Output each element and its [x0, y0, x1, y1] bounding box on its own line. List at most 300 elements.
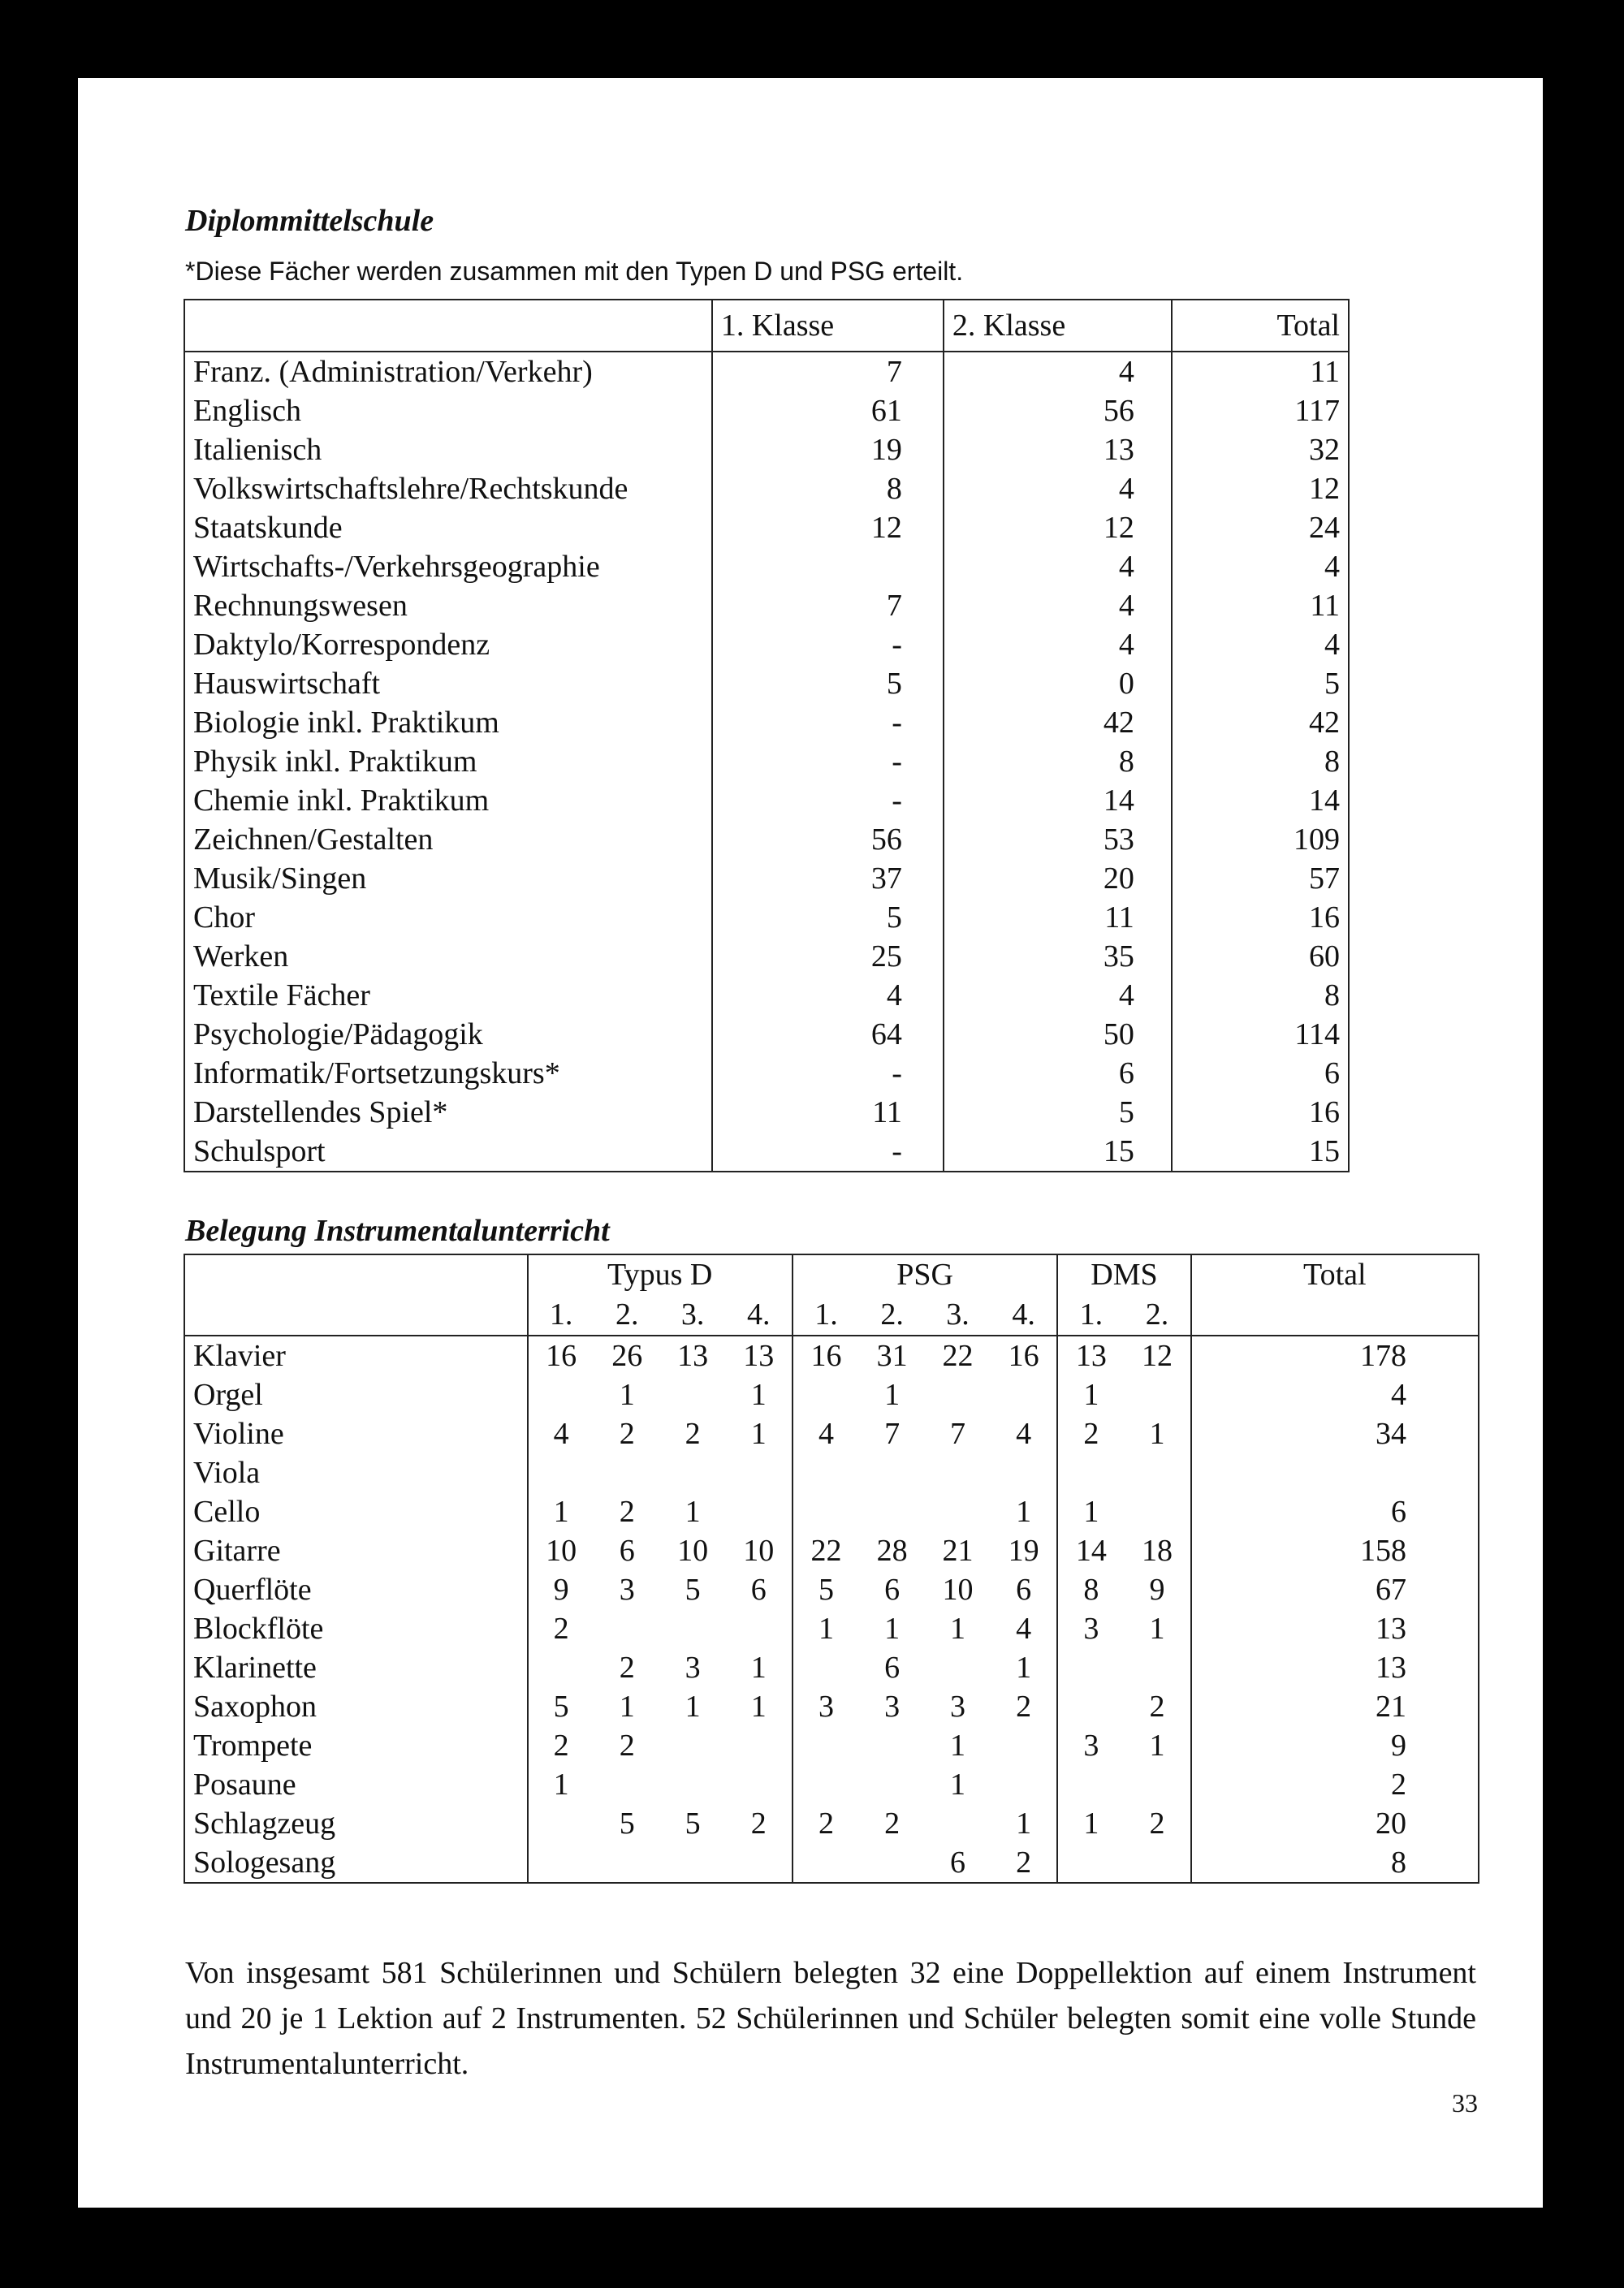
- instrument-name: Klavier: [184, 1336, 528, 1375]
- table-row: [184, 547, 1349, 586]
- table-cell: 2: [793, 1804, 859, 1843]
- table-cell: [528, 1375, 594, 1414]
- total-cell: 2: [1191, 1765, 1479, 1804]
- table-cell: 4: [1172, 625, 1349, 664]
- table-header-row: [184, 300, 1349, 352]
- table-cell: 1: [793, 1609, 859, 1648]
- table-row: [184, 1453, 1479, 1492]
- subject-name: Informatik/Fortsetzungskurs*: [184, 1054, 712, 1093]
- table-cell: 5: [944, 1093, 1172, 1132]
- table-cell: [660, 1453, 726, 1492]
- table-cell: [660, 1765, 726, 1804]
- table-cell: [925, 1648, 991, 1687]
- table-row: [184, 1843, 1479, 1883]
- table-cell: 24: [1172, 508, 1349, 547]
- table-cell: 6: [944, 1054, 1172, 1093]
- table-row: [184, 1804, 1479, 1843]
- table-cell: 11: [1172, 586, 1349, 625]
- table-cell: 2: [884, 1807, 901, 1841]
- table-cell: 2: [1057, 1414, 1124, 1453]
- instrument-name: Trompete: [184, 1726, 528, 1765]
- table-cell: 12: [712, 508, 944, 547]
- table-cell: 1: [1149, 1612, 1165, 1646]
- table-row: [184, 1414, 1479, 1453]
- sub-header: 3.: [925, 1294, 991, 1336]
- sub-header: 2.: [594, 1294, 660, 1336]
- sub-header: 1.: [528, 1294, 594, 1336]
- table-cell: 2: [1149, 1690, 1165, 1724]
- table-cell: 13: [677, 1339, 709, 1373]
- table-cell: 42: [1172, 703, 1349, 742]
- table-cell: 2: [685, 1417, 701, 1451]
- table-cell: 1: [528, 1492, 594, 1531]
- table-cell: 1: [750, 1378, 767, 1412]
- table-cell: 3: [793, 1687, 859, 1726]
- table-row: [184, 703, 1349, 742]
- table-cell: 4: [793, 1414, 859, 1453]
- subject-name: Staatskunde: [184, 508, 712, 547]
- table-cell: 31: [876, 1339, 908, 1373]
- table-cell: 13: [944, 430, 1172, 469]
- table-cell: 4: [1016, 1417, 1032, 1451]
- table-cell: 28: [876, 1534, 908, 1568]
- table-cell: 3: [685, 1651, 701, 1685]
- table-row: [184, 1687, 1479, 1726]
- subject-name: Wirtschafts-/Verkehrsgeographie: [184, 547, 712, 586]
- table-cell: [726, 1843, 793, 1883]
- table-cell: [1057, 1765, 1124, 1804]
- table-cell: [859, 1843, 925, 1883]
- sub-header: 1.: [1057, 1294, 1124, 1336]
- table-cell: [1124, 1492, 1190, 1531]
- table-cell: 114: [1172, 1015, 1349, 1054]
- table-cell: [925, 1453, 991, 1492]
- table-cell: [660, 1609, 726, 1648]
- sub-header: 4.: [726, 1294, 793, 1336]
- table-cell: 15: [944, 1132, 1172, 1172]
- instrument-name: Blockflöte: [184, 1609, 528, 1648]
- table-cell: 32: [1172, 430, 1349, 469]
- table-cell: [1124, 1843, 1190, 1883]
- table-cell: 4: [1172, 547, 1349, 586]
- table-cell: 26: [611, 1339, 643, 1373]
- table-cell: 5: [793, 1570, 859, 1609]
- table-cell: [793, 1648, 859, 1687]
- table-cell: 16: [1172, 1093, 1349, 1132]
- table-cell: 16: [793, 1336, 859, 1375]
- table-cell: [1057, 1453, 1124, 1492]
- table-row: [184, 469, 1349, 508]
- table-cell: 10: [528, 1531, 594, 1570]
- table-cell: 57: [1172, 859, 1349, 898]
- table-cell: 2: [528, 1726, 594, 1765]
- table-cell: [991, 1726, 1057, 1765]
- table-cell: [528, 1453, 594, 1492]
- table-row: [184, 859, 1349, 898]
- table-cell: 9: [528, 1570, 594, 1609]
- table-cell: -: [712, 781, 944, 820]
- subject-name: Chor: [184, 898, 712, 937]
- table-cell: -: [712, 742, 944, 781]
- table-cell: 8: [1172, 742, 1349, 781]
- table-row: [184, 781, 1349, 820]
- table-cell: 4: [944, 586, 1172, 625]
- table-cell: 5: [712, 898, 944, 937]
- table-row: [184, 586, 1349, 625]
- sub-header: 3.: [660, 1294, 726, 1336]
- table-cell: 1: [528, 1765, 594, 1804]
- table-cell: [1057, 1648, 1124, 1687]
- total-cell: 34: [1191, 1414, 1479, 1453]
- table-cell: 9: [1149, 1573, 1165, 1607]
- subject-name: Hauswirtschaft: [184, 664, 712, 703]
- table-cell: 7: [712, 586, 944, 625]
- table-cell: 5: [712, 664, 944, 703]
- table-cell: 22: [793, 1531, 859, 1570]
- table-row: [184, 898, 1349, 937]
- table-row: [184, 1648, 1479, 1687]
- table-cell: 1: [685, 1690, 701, 1724]
- table-cell: 6: [1172, 1054, 1349, 1093]
- column-header: Total: [1172, 300, 1349, 352]
- table-cell: 117: [1172, 391, 1349, 430]
- instrument-name: Orgel: [184, 1375, 528, 1414]
- table-cell: 4: [1016, 1612, 1032, 1646]
- table-cell: 6: [925, 1843, 991, 1883]
- table-cell: 11: [944, 898, 1172, 937]
- total-cell: 158: [1191, 1531, 1479, 1570]
- footnote: *Diese Fächer werden zusammen mit den Typen D und PSG erteilt.: [185, 257, 964, 286]
- sub-header: 1.: [793, 1294, 859, 1336]
- table-cell: 2: [619, 1729, 635, 1763]
- instrument-name: Gitarre: [184, 1531, 528, 1570]
- table-cell: 12: [944, 508, 1172, 547]
- table-cell: [1124, 1453, 1190, 1492]
- total-cell: 21: [1191, 1687, 1479, 1726]
- group-header: PSG: [793, 1254, 1057, 1294]
- table-cell: 18: [1142, 1534, 1173, 1568]
- table-cell: 11: [1172, 352, 1349, 391]
- table-cell: -: [712, 1132, 944, 1172]
- table-cell: [859, 1726, 925, 1765]
- table-cell: [528, 1648, 594, 1687]
- total-cell: 13: [1191, 1648, 1479, 1687]
- table-cell: 6: [1016, 1573, 1032, 1607]
- subject-name: Textile Fächer: [184, 976, 712, 1015]
- table-row: [184, 1570, 1479, 1609]
- table-cell: 1: [950, 1729, 966, 1763]
- table-row: [184, 1609, 1479, 1648]
- table-cell: [660, 1375, 726, 1414]
- table-cell: [1124, 1648, 1190, 1687]
- table-cell: 1: [1149, 1417, 1165, 1451]
- table-cell: [991, 1453, 1057, 1492]
- table-cell: [1057, 1687, 1124, 1726]
- table-cell: 16: [1008, 1339, 1039, 1373]
- table-cell: [528, 1804, 594, 1843]
- table-cell: [594, 1765, 660, 1804]
- instrument-name: Klarinette: [184, 1648, 528, 1687]
- table-cell: -: [712, 1054, 944, 1093]
- table-cell: [793, 1726, 859, 1765]
- table-cell: 21: [942, 1534, 974, 1568]
- table-cell: 16: [528, 1336, 594, 1375]
- summary-paragraph: Von insgesamt 581 Schülerinnen und Schülern belegten 32 eine Doppellektion auf einem Instrument und 20 je 1 Lektion auf 2 Instrumenten. 52 Schülerinnen und Schüler belegten somit eine volle Stunde Instrumentalunterricht.: [185, 1956, 1476, 2081]
- table-cell: -: [712, 703, 944, 742]
- table-cell: [1057, 1843, 1124, 1883]
- table-cell: 8: [1172, 976, 1349, 1015]
- subject-name: Psychologie/Pädagogik: [184, 1015, 712, 1054]
- table-cell: 1: [685, 1495, 701, 1529]
- table-cell: 1: [884, 1612, 901, 1646]
- subject-name: Musik/Singen: [184, 859, 712, 898]
- instrument-name: Schlagzeug: [184, 1804, 528, 1843]
- table-cell: [726, 1492, 793, 1531]
- subject-name: Zeichnen/Gestalten: [184, 820, 712, 859]
- table-cell: [660, 1726, 726, 1765]
- table-cell: 10: [743, 1534, 775, 1568]
- table-row: [184, 430, 1349, 469]
- table-cell: [726, 1726, 793, 1765]
- table-cell: 3: [884, 1690, 901, 1724]
- column-header: [184, 300, 712, 352]
- table-cell: [859, 1492, 925, 1531]
- table-cell: 37: [712, 859, 944, 898]
- column-header: 1. Klasse: [712, 300, 944, 352]
- table-cell: 20: [944, 859, 1172, 898]
- table-cell: [594, 1843, 660, 1883]
- table-cell: 1: [1016, 1807, 1032, 1841]
- table-cell: 4: [528, 1414, 594, 1453]
- subject-name: Schulsport: [184, 1132, 712, 1172]
- table-cell: 6: [884, 1651, 901, 1685]
- table-row: [184, 1375, 1479, 1414]
- table-row: [184, 1015, 1349, 1054]
- table-row: [184, 1132, 1349, 1172]
- table-cell: 4: [944, 469, 1172, 508]
- table-cell: 13: [743, 1339, 775, 1373]
- instrument-name: Violine: [184, 1414, 528, 1453]
- table-row: [184, 1765, 1479, 1804]
- table-cell: 3: [619, 1573, 635, 1607]
- total-cell: 67: [1191, 1570, 1479, 1609]
- table-cell: 13: [1057, 1336, 1124, 1375]
- instrument-name: Querflöte: [184, 1570, 528, 1609]
- table-cell: 1: [1057, 1375, 1124, 1414]
- table-cell: 22: [942, 1339, 974, 1373]
- table-cell: 11: [712, 1093, 944, 1132]
- table-cell: 1: [950, 1612, 966, 1646]
- total-cell: [1191, 1453, 1479, 1492]
- table-cell: 1: [750, 1651, 767, 1685]
- table-row: [184, 1531, 1479, 1570]
- instrument-name: Saxophon: [184, 1687, 528, 1726]
- table-cell: 14: [1057, 1531, 1124, 1570]
- table-cell: 1: [884, 1378, 901, 1412]
- table-cell: [793, 1492, 859, 1531]
- table-row: [184, 820, 1349, 859]
- subject-name: Italienisch: [184, 430, 712, 469]
- table-cell: [712, 547, 944, 586]
- subject-name: Physik inkl. Praktikum: [184, 742, 712, 781]
- table-cell: 109: [1172, 820, 1349, 859]
- table-row: [184, 937, 1349, 976]
- table-cell: [925, 1375, 991, 1414]
- table-cell: 3: [950, 1690, 966, 1724]
- table-cell: 2: [528, 1609, 594, 1648]
- table-cell: 3: [1057, 1609, 1124, 1648]
- table-cell: 8: [944, 742, 1172, 781]
- table-row: [184, 391, 1349, 430]
- table-row: [184, 664, 1349, 703]
- empty-header-cell: [184, 1254, 528, 1336]
- table-cell: 12: [1172, 469, 1349, 508]
- group-header: Total: [1191, 1254, 1479, 1336]
- table-cell: [793, 1375, 859, 1414]
- table-cell: 5: [685, 1807, 701, 1841]
- table-cell: [793, 1765, 859, 1804]
- total-cell: 178: [1191, 1336, 1479, 1375]
- total-cell: 4: [1191, 1375, 1479, 1414]
- table-cell: 2: [750, 1807, 767, 1841]
- table-cell: 5: [685, 1573, 701, 1607]
- instrument-name: Cello: [184, 1492, 528, 1531]
- table-row: [184, 1492, 1479, 1531]
- subject-name: Franz. (Administration/Verkehr): [184, 352, 712, 391]
- table-cell: [793, 1843, 859, 1883]
- table-cell: [925, 1804, 991, 1843]
- table-cell: [925, 1492, 991, 1531]
- instrument-name: Viola: [184, 1453, 528, 1492]
- table-cell: 56: [712, 820, 944, 859]
- total-cell: 13: [1191, 1609, 1479, 1648]
- section-heading-instrumental: Belegung Instrumentalunterricht: [185, 1214, 610, 1248]
- table-cell: 1: [1057, 1492, 1124, 1531]
- group-header: DMS: [1057, 1254, 1190, 1294]
- table-cell: [528, 1843, 594, 1883]
- table-cell: [991, 1765, 1057, 1804]
- table-cell: [1124, 1375, 1190, 1414]
- total-cell: 8: [1191, 1843, 1479, 1883]
- instrument-name: Posaune: [184, 1765, 528, 1804]
- table-row: [184, 352, 1349, 391]
- subject-name: Chemie inkl. Praktikum: [184, 781, 712, 820]
- instrument-table: [184, 1254, 1479, 1884]
- table-cell: [726, 1765, 793, 1804]
- table-cell: 10: [677, 1534, 709, 1568]
- table-cell: 42: [944, 703, 1172, 742]
- table-cell: 19: [1008, 1534, 1039, 1568]
- table-cell: 8: [1057, 1570, 1124, 1609]
- table-cell: 2: [619, 1417, 635, 1451]
- sub-header: 2.: [859, 1294, 925, 1336]
- table-cell: 56: [944, 391, 1172, 430]
- table-cell: 1: [619, 1690, 635, 1724]
- table-cell: 1: [750, 1417, 767, 1451]
- table-cell: 1: [1016, 1495, 1032, 1529]
- subjects-table: [184, 299, 1350, 1172]
- table-cell: 14: [1172, 781, 1349, 820]
- group-header: Typus D: [528, 1254, 793, 1294]
- table-cell: 1: [1057, 1804, 1124, 1843]
- instrument-name: Sologesang: [184, 1843, 528, 1883]
- group-header-row: [184, 1254, 1479, 1294]
- subject-name: Englisch: [184, 391, 712, 430]
- table-cell: 4: [944, 352, 1172, 391]
- table-cell: 19: [712, 430, 944, 469]
- table-cell: 2: [619, 1651, 635, 1685]
- table-cell: 10: [942, 1573, 974, 1607]
- table-cell: [726, 1453, 793, 1492]
- table-cell: 50: [944, 1015, 1172, 1054]
- table-cell: 4: [944, 547, 1172, 586]
- table-cell: [793, 1453, 859, 1492]
- subject-name: Rechnungswesen: [184, 586, 712, 625]
- table-row: [184, 976, 1349, 1015]
- section-heading-diplommittelschule: Diplommittelschule: [185, 204, 434, 238]
- table-cell: [660, 1843, 726, 1883]
- table-cell: 5: [1172, 664, 1349, 703]
- table-cell: 5: [528, 1687, 594, 1726]
- table-cell: 3: [1057, 1726, 1124, 1765]
- table-cell: 12: [1142, 1339, 1173, 1373]
- sub-header: 4.: [991, 1294, 1057, 1336]
- table-row: [184, 742, 1349, 781]
- table-cell: 6: [750, 1573, 767, 1607]
- table-cell: 7: [884, 1417, 901, 1451]
- table-cell: 53: [944, 820, 1172, 859]
- subject-name: Biologie inkl. Praktikum: [184, 703, 712, 742]
- total-cell: 9: [1191, 1726, 1479, 1765]
- table-cell: -: [712, 625, 944, 664]
- table-cell: 64: [712, 1015, 944, 1054]
- table-cell: [594, 1453, 660, 1492]
- table-cell: 61: [712, 391, 944, 430]
- table-cell: 1: [950, 1768, 966, 1802]
- table-cell: 14: [944, 781, 1172, 820]
- table-row: [184, 625, 1349, 664]
- table-cell: 4: [944, 625, 1172, 664]
- total-cell: 6: [1191, 1492, 1479, 1531]
- table-cell: 35: [944, 937, 1172, 976]
- table-cell: 6: [884, 1573, 901, 1607]
- table-cell: 2: [1149, 1807, 1165, 1841]
- table-cell: [594, 1609, 660, 1648]
- table-row: [184, 1726, 1479, 1765]
- table-cell: [1124, 1765, 1190, 1804]
- table-cell: 8: [712, 469, 944, 508]
- table-row: [184, 1093, 1349, 1132]
- table-cell: 25: [712, 937, 944, 976]
- page-number: 33: [1452, 2088, 1478, 2117]
- total-cell: 20: [1191, 1804, 1479, 1843]
- column-header: 2. Klasse: [944, 300, 1172, 352]
- subject-name: Werken: [184, 937, 712, 976]
- sub-header: 2.: [1124, 1294, 1190, 1336]
- table-row: [184, 508, 1349, 547]
- table-row: [184, 1336, 1479, 1375]
- table-cell: 4: [712, 976, 944, 1015]
- table-cell: 1: [1149, 1729, 1165, 1763]
- table-cell: 1: [750, 1690, 767, 1724]
- table-cell: 4: [944, 976, 1172, 1015]
- subject-name: Volkswirtschaftslehre/Rechtskunde: [184, 469, 712, 508]
- table-cell: 2: [1016, 1690, 1032, 1724]
- table-cell: 7: [950, 1417, 966, 1451]
- subject-name: Daktylo/Korrespondenz: [184, 625, 712, 664]
- table-cell: [859, 1765, 925, 1804]
- table-cell: 2: [619, 1495, 635, 1529]
